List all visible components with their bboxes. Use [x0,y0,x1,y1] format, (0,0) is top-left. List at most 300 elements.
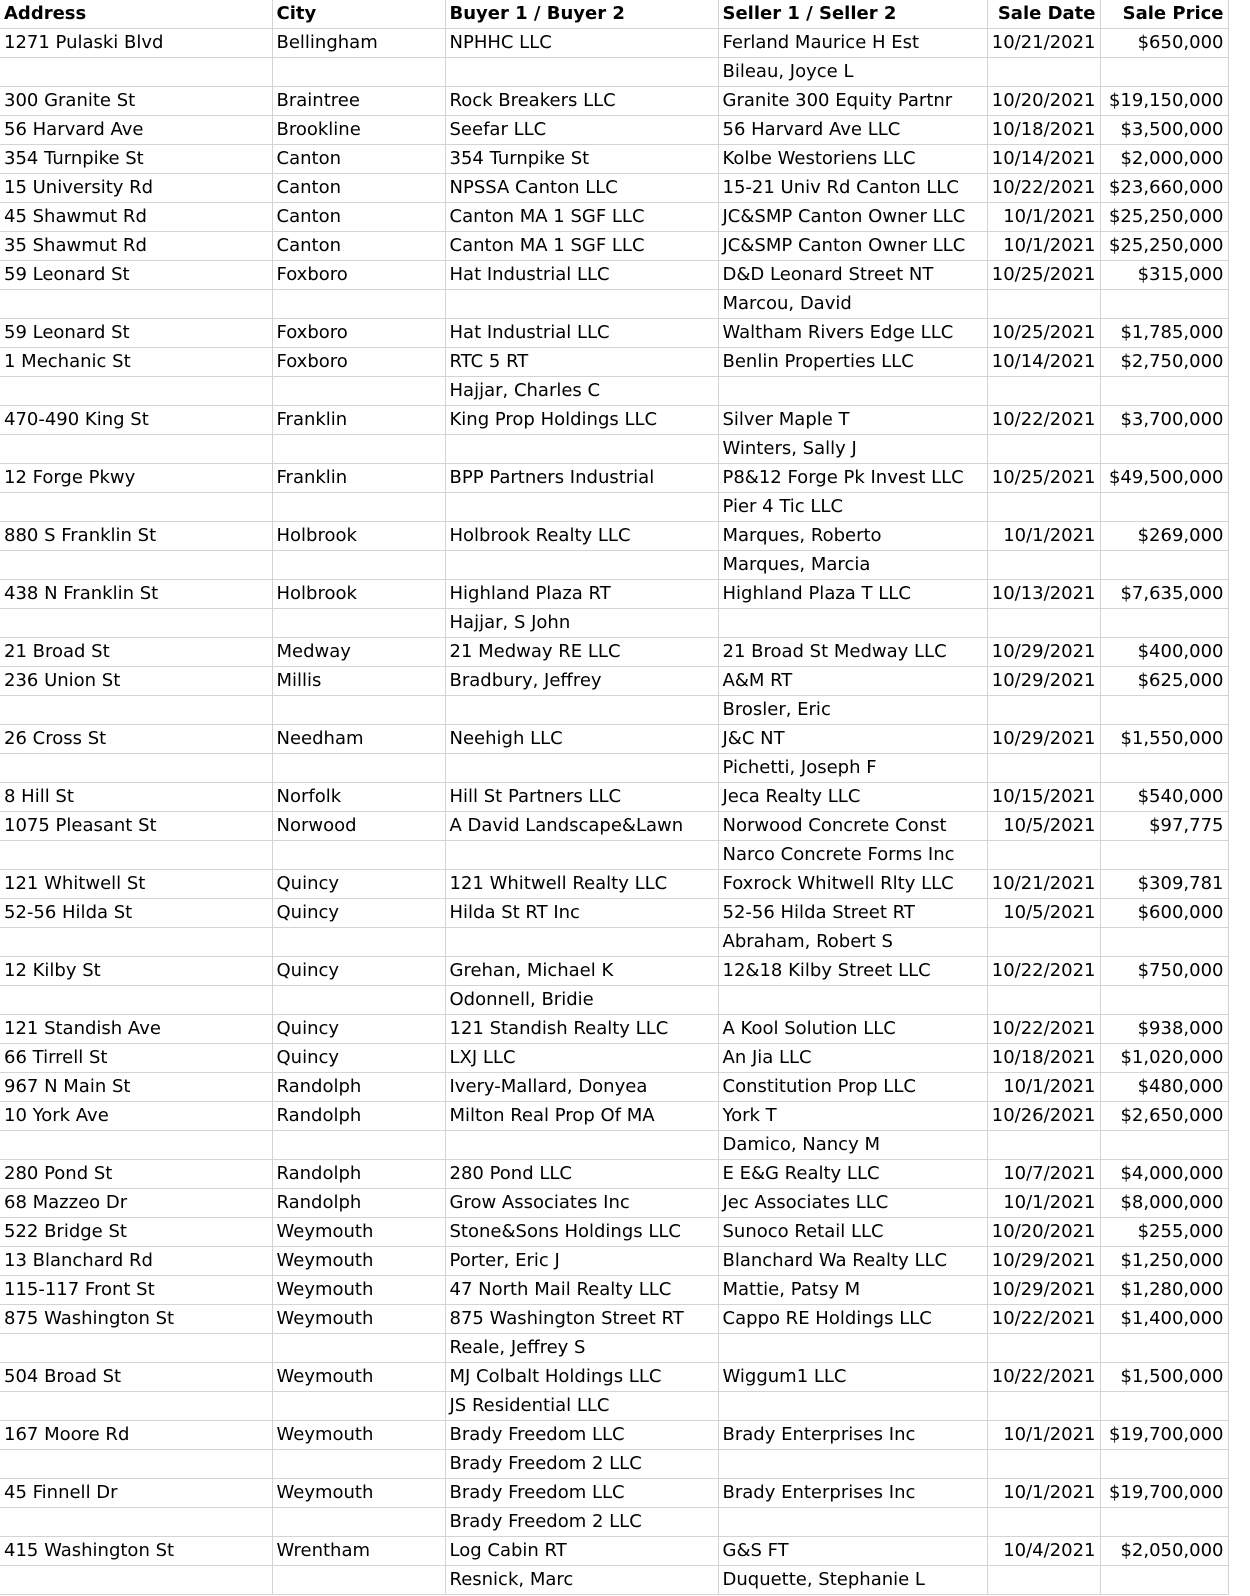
cell-city: Medway [272,638,445,667]
cell-address: 115-117 Front St [0,1276,272,1305]
cell-buyer: Seefar LLC [445,116,718,145]
cell-sale-date: 10/29/2021 [987,725,1100,754]
table-row [0,522,1228,551]
cell-sale-date [987,58,1100,87]
cell-address: 12 Forge Pkwy [0,464,272,493]
cell-sale-date: 10/1/2021 [987,1479,1100,1508]
cell-address: 45 Finnell Dr [0,1479,272,1508]
cell-sale-price: $3,700,000 [1100,406,1228,435]
cell-buyer: Hajjar, Charles C [445,377,718,406]
cell-buyer [445,493,718,522]
cell-sale-price: $97,775 [1100,812,1228,841]
cell-sale-price [1100,1508,1228,1537]
cell-sale-price [1100,754,1228,783]
cell-sale-price: $7,635,000 [1100,580,1228,609]
header-buyer: Buyer 1 / Buyer 2 [445,0,718,29]
cell-city: Foxboro [272,261,445,290]
cell-seller: Blanchard Wa Realty LLC [718,1247,987,1276]
cell-address [0,754,272,783]
table-row [0,1566,1228,1595]
table-row [0,580,1228,609]
table-body [0,29,1228,1595]
cell-address: 59 Leonard St [0,261,272,290]
cell-sale-date: 10/20/2021 [987,1218,1100,1247]
cell-city: Quincy [272,899,445,928]
cell-seller: Granite 300 Equity Partnr [718,87,987,116]
table-row [0,812,1228,841]
cell-sale-date [987,696,1100,725]
cell-sale-date: 10/29/2021 [987,1247,1100,1276]
table-row [0,1247,1228,1276]
cell-sale-price: $1,550,000 [1100,725,1228,754]
cell-address: 280 Pond St [0,1160,272,1189]
cell-seller: Jeca Realty LLC [718,783,987,812]
cell-sale-date: 10/1/2021 [987,232,1100,261]
cell-sale-date [987,435,1100,464]
cell-city: Brookline [272,116,445,145]
cell-address [0,1131,272,1160]
cell-address [0,435,272,464]
table-row [0,1305,1228,1334]
table-row [0,783,1228,812]
cell-address: 875 Washington St [0,1305,272,1334]
cell-seller: JC&SMP Canton Owner LLC [718,232,987,261]
table-row [0,406,1228,435]
cell-address: 59 Leonard St [0,319,272,348]
table-row [0,464,1228,493]
cell-sale-price: $2,650,000 [1100,1102,1228,1131]
cell-sale-price: $540,000 [1100,783,1228,812]
cell-seller [718,986,987,1015]
cell-sale-price: $625,000 [1100,667,1228,696]
cell-seller: Wiggum1 LLC [718,1363,987,1392]
cell-buyer: Brady Freedom 2 LLC [445,1450,718,1479]
cell-sale-price: $19,700,000 [1100,1421,1228,1450]
cell-address: 121 Whitwell St [0,870,272,899]
cell-seller: 52-56 Hilda Street RT [718,899,987,928]
table-row [0,493,1228,522]
cell-seller: Marques, Roberto [718,522,987,551]
cell-buyer [445,551,718,580]
cell-address: 21 Broad St [0,638,272,667]
cell-sale-price: $3,500,000 [1100,116,1228,145]
cell-seller: Winters, Sally J [718,435,987,464]
cell-sale-date: 10/18/2021 [987,116,1100,145]
cell-seller: 12&18 Kilby Street LLC [718,957,987,986]
table-row [0,87,1228,116]
cell-sale-price: $315,000 [1100,261,1228,290]
cell-city [272,290,445,319]
cell-address [0,290,272,319]
cell-city [272,986,445,1015]
cell-address [0,1508,272,1537]
cell-sale-date: 10/29/2021 [987,638,1100,667]
cell-sale-price [1100,1566,1228,1595]
cell-address: 415 Washington St [0,1537,272,1566]
table-row [0,348,1228,377]
cell-address: 8 Hill St [0,783,272,812]
cell-sale-price: $2,000,000 [1100,145,1228,174]
cell-city: Holbrook [272,580,445,609]
cell-seller: Benlin Properties LLC [718,348,987,377]
cell-buyer [445,290,718,319]
cell-city: Norwood [272,812,445,841]
cell-seller: Ferland Maurice H Est [718,29,987,58]
cell-city: Holbrook [272,522,445,551]
cell-sale-price [1100,551,1228,580]
cell-seller: Mattie, Patsy M [718,1276,987,1305]
cell-buyer: Holbrook Realty LLC [445,522,718,551]
cell-sale-price: $255,000 [1100,1218,1228,1247]
cell-seller: Brady Enterprises Inc [718,1421,987,1450]
cell-seller: JC&SMP Canton Owner LLC [718,203,987,232]
cell-buyer: Hajjar, S John [445,609,718,638]
cell-sale-date [987,1450,1100,1479]
cell-sale-date: 10/5/2021 [987,899,1100,928]
cell-sale-date [987,290,1100,319]
cell-sale-date [987,754,1100,783]
cell-sale-price: $938,000 [1100,1015,1228,1044]
table-row [0,1479,1228,1508]
cell-buyer: Reale, Jeffrey S [445,1334,718,1363]
cell-city [272,609,445,638]
table-row [0,319,1228,348]
cell-city: Canton [272,174,445,203]
cell-sale-price [1100,609,1228,638]
cell-seller: 56 Harvard Ave LLC [718,116,987,145]
cell-city [272,58,445,87]
cell-seller: Marcou, David [718,290,987,319]
header-sale-date: Sale Date [987,0,1100,29]
cell-seller: G&S FT [718,1537,987,1566]
cell-address: 236 Union St [0,667,272,696]
cell-seller: Jec Associates LLC [718,1189,987,1218]
header-seller: Seller 1 / Seller 2 [718,0,987,29]
cell-sale-date: 10/22/2021 [987,406,1100,435]
cell-city: Weymouth [272,1421,445,1450]
table-row [0,1073,1228,1102]
cell-address [0,1392,272,1421]
cell-seller: Abraham, Robert S [718,928,987,957]
cell-sale-date [987,1566,1100,1595]
cell-seller [718,609,987,638]
cell-city: Randolph [272,1160,445,1189]
cell-address [0,696,272,725]
table-row [0,290,1228,319]
cell-address: 167 Moore Rd [0,1421,272,1450]
cell-sale-date: 10/29/2021 [987,1276,1100,1305]
cell-seller: Waltham Rivers Edge LLC [718,319,987,348]
cell-address: 300 Granite St [0,87,272,116]
cell-address [0,609,272,638]
cell-address: 45 Shawmut Rd [0,203,272,232]
cell-address: 470-490 King St [0,406,272,435]
cell-buyer: 121 Standish Realty LLC [445,1015,718,1044]
table-row [0,667,1228,696]
cell-address: 15 University Rd [0,174,272,203]
cell-address [0,1566,272,1595]
cell-buyer: Hilda St RT Inc [445,899,718,928]
table-row [0,1044,1228,1073]
cell-buyer: Rock Breakers LLC [445,87,718,116]
cell-sale-date: 10/1/2021 [987,1073,1100,1102]
cell-seller: Marques, Marcia [718,551,987,580]
cell-seller: Foxrock Whitwell Rlty LLC [718,870,987,899]
cell-sale-date: 10/21/2021 [987,29,1100,58]
cell-buyer: BPP Partners Industrial [445,464,718,493]
cell-sale-price: $8,000,000 [1100,1189,1228,1218]
header-city: City [272,0,445,29]
cell-sale-price: $400,000 [1100,638,1228,667]
cell-city: Weymouth [272,1305,445,1334]
cell-seller: Sunoco Retail LLC [718,1218,987,1247]
cell-buyer: Grow Associates Inc [445,1189,718,1218]
cell-address: 52-56 Hilda St [0,899,272,928]
cell-address [0,1450,272,1479]
table-row [0,1189,1228,1218]
cell-sale-price: $19,150,000 [1100,87,1228,116]
cell-buyer: Brady Freedom LLC [445,1421,718,1450]
cell-seller [718,377,987,406]
cell-sale-price: $1,785,000 [1100,319,1228,348]
cell-buyer: NPHHC LLC [445,29,718,58]
cell-sale-price [1100,841,1228,870]
cell-buyer [445,1131,718,1160]
cell-sale-price: $1,400,000 [1100,1305,1228,1334]
cell-sale-price [1100,58,1228,87]
cell-sale-date: 10/18/2021 [987,1044,1100,1073]
table-row [0,928,1228,957]
cell-buyer: RTC 5 RT [445,348,718,377]
cell-buyer: Milton Real Prop Of MA [445,1102,718,1131]
cell-sale-date [987,841,1100,870]
cell-city [272,1566,445,1595]
cell-sale-date [987,609,1100,638]
cell-sale-price: $309,781 [1100,870,1228,899]
table-row [0,551,1228,580]
table-row [0,1218,1228,1247]
cell-city: Franklin [272,406,445,435]
cell-sale-date: 10/26/2021 [987,1102,1100,1131]
cell-buyer: Resnick, Marc [445,1566,718,1595]
table-row [0,725,1228,754]
cell-city [272,551,445,580]
cell-buyer: 121 Whitwell Realty LLC [445,870,718,899]
cell-address: 1 Mechanic St [0,348,272,377]
cell-seller: 15-21 Univ Rd Canton LLC [718,174,987,203]
cell-city [272,1508,445,1537]
cell-address: 880 S Franklin St [0,522,272,551]
cell-city: Foxboro [272,348,445,377]
cell-sale-price [1100,1392,1228,1421]
cell-buyer: Neehigh LLC [445,725,718,754]
cell-sale-price: $480,000 [1100,1073,1228,1102]
header-row [0,0,1228,29]
table-row [0,841,1228,870]
table-row [0,174,1228,203]
cell-sale-price: $4,000,000 [1100,1160,1228,1189]
cell-address: 522 Bridge St [0,1218,272,1247]
cell-address: 56 Harvard Ave [0,116,272,145]
table-row [0,1508,1228,1537]
cell-sale-price: $49,500,000 [1100,464,1228,493]
cell-seller: Pier 4 Tic LLC [718,493,987,522]
cell-city [272,1131,445,1160]
cell-address: 504 Broad St [0,1363,272,1392]
cell-sale-price [1100,1450,1228,1479]
cell-city: Weymouth [272,1479,445,1508]
table-row [0,29,1228,58]
cell-address: 35 Shawmut Rd [0,232,272,261]
cell-city [272,696,445,725]
cell-sale-date [987,377,1100,406]
cell-buyer: 875 Washington Street RT [445,1305,718,1334]
cell-buyer: Highland Plaza RT [445,580,718,609]
table-row [0,435,1228,464]
cell-address: 68 Mazzeo Dr [0,1189,272,1218]
cell-address: 10 York Ave [0,1102,272,1131]
cell-sale-date: 10/25/2021 [987,464,1100,493]
table-row [0,261,1228,290]
cell-address [0,551,272,580]
cell-sale-date: 10/25/2021 [987,319,1100,348]
cell-sale-price: $25,250,000 [1100,232,1228,261]
cell-address: 12 Kilby St [0,957,272,986]
cell-sale-price: $1,280,000 [1100,1276,1228,1305]
cell-seller: Kolbe Westoriens LLC [718,145,987,174]
cell-sale-date [987,928,1100,957]
cell-city: Weymouth [272,1247,445,1276]
cell-sale-price: $750,000 [1100,957,1228,986]
cell-city [272,377,445,406]
cell-sale-price [1100,928,1228,957]
cell-city: Foxboro [272,319,445,348]
cell-city: Millis [272,667,445,696]
table-row [0,1537,1228,1566]
cell-address: 1271 Pulaski Blvd [0,29,272,58]
cell-address [0,493,272,522]
cell-buyer: Hat Industrial LLC [445,319,718,348]
table-row [0,1131,1228,1160]
cell-seller: A&M RT [718,667,987,696]
cell-seller: J&C NT [718,725,987,754]
cell-sale-date [987,986,1100,1015]
cell-city [272,1392,445,1421]
cell-sale-price [1100,696,1228,725]
cell-buyer [445,928,718,957]
cell-seller: Damico, Nancy M [718,1131,987,1160]
cell-sale-date: 10/22/2021 [987,174,1100,203]
cell-buyer: Grehan, Michael K [445,957,718,986]
table-row [0,696,1228,725]
cell-sale-date: 10/22/2021 [987,1363,1100,1392]
cell-buyer: NPSSA Canton LLC [445,174,718,203]
cell-sale-price [1100,1334,1228,1363]
cell-seller: P8&12 Forge Pk Invest LLC [718,464,987,493]
cell-buyer: Porter, Eric J [445,1247,718,1276]
cell-city: Canton [272,232,445,261]
cell-city: Wrentham [272,1537,445,1566]
cell-city: Weymouth [272,1363,445,1392]
cell-sale-date: 10/20/2021 [987,87,1100,116]
table-row [0,1334,1228,1363]
cell-city: Franklin [272,464,445,493]
table-row [0,377,1228,406]
table-row [0,1421,1228,1450]
cell-city: Needham [272,725,445,754]
cell-sale-date [987,1131,1100,1160]
cell-address: 1075 Pleasant St [0,812,272,841]
table-row [0,1102,1228,1131]
cell-sale-date: 10/5/2021 [987,812,1100,841]
cell-sale-date: 10/1/2021 [987,203,1100,232]
cell-sale-price [1100,435,1228,464]
cell-seller: E E&G Realty LLC [718,1160,987,1189]
cell-buyer: MJ Colbalt Holdings LLC [445,1363,718,1392]
cell-buyer [445,435,718,464]
cell-address: 354 Turnpike St [0,145,272,174]
cell-sale-date [987,551,1100,580]
table-row [0,754,1228,783]
cell-sale-date: 10/14/2021 [987,145,1100,174]
cell-sale-date: 10/13/2021 [987,580,1100,609]
cell-city: Randolph [272,1102,445,1131]
cell-city: Bellingham [272,29,445,58]
cell-buyer: Brady Freedom 2 LLC [445,1508,718,1537]
cell-seller: Narco Concrete Forms Inc [718,841,987,870]
cell-buyer: A David Landscape&Lawn [445,812,718,841]
cell-seller: Brosler, Eric [718,696,987,725]
cell-buyer: Log Cabin RT [445,1537,718,1566]
cell-city: Canton [272,145,445,174]
cell-city: Randolph [272,1189,445,1218]
cell-sale-price: $1,250,000 [1100,1247,1228,1276]
cell-address: 13 Blanchard Rd [0,1247,272,1276]
table-row [0,1160,1228,1189]
cell-seller: Pichetti, Joseph F [718,754,987,783]
cell-sale-date: 10/25/2021 [987,261,1100,290]
cell-city: Quincy [272,1044,445,1073]
cell-seller: Constitution Prop LLC [718,1073,987,1102]
cell-city: Norfolk [272,783,445,812]
table-row [0,232,1228,261]
cell-sale-price: $1,500,000 [1100,1363,1228,1392]
table-row [0,1363,1228,1392]
cell-buyer: Canton MA 1 SGF LLC [445,232,718,261]
cell-buyer: LXJ LLC [445,1044,718,1073]
cell-address [0,928,272,957]
cell-buyer [445,58,718,87]
cell-city [272,841,445,870]
cell-address: 967 N Main St [0,1073,272,1102]
cell-buyer [445,841,718,870]
cell-sale-date: 10/1/2021 [987,1421,1100,1450]
cell-city [272,493,445,522]
table-row [0,1015,1228,1044]
cell-sale-date [987,493,1100,522]
cell-seller: Norwood Concrete Const [718,812,987,841]
cell-sale-price [1100,986,1228,1015]
cell-buyer: Odonnell, Bridie [445,986,718,1015]
table-row [0,899,1228,928]
cell-address: 438 N Franklin St [0,580,272,609]
cell-seller: York T [718,1102,987,1131]
cell-buyer: Bradbury, Jeffrey [445,667,718,696]
cell-address [0,841,272,870]
cell-sale-date: 10/1/2021 [987,522,1100,551]
table-row [0,203,1228,232]
cell-seller: Silver Maple T [718,406,987,435]
